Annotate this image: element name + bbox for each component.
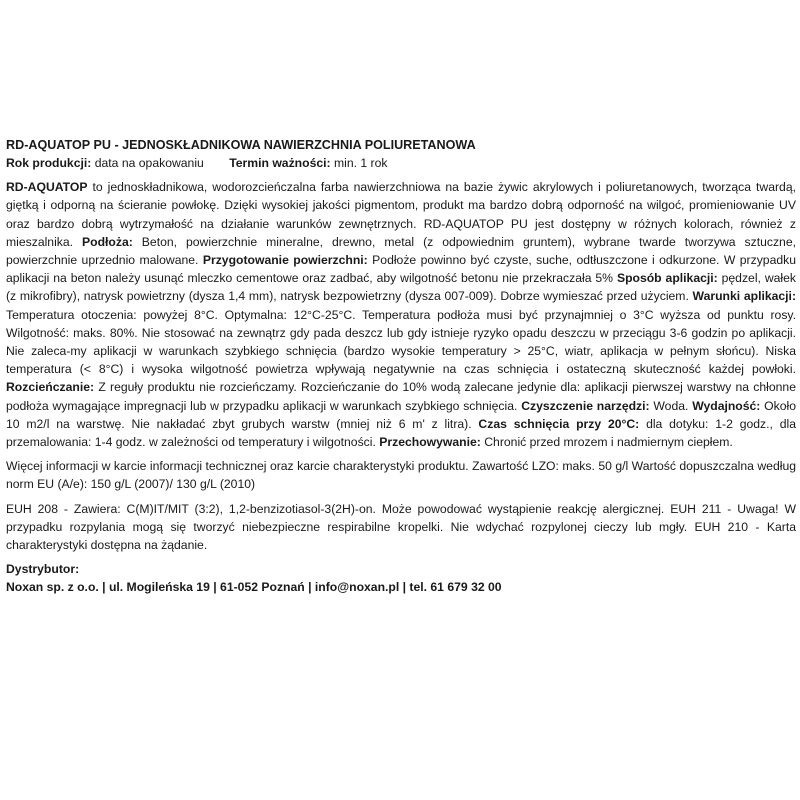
- cleaning-label: Czyszczenie narzędzi:: [521, 398, 650, 413]
- thinning-label: Rozcieńczanie:: [6, 380, 95, 395]
- expiry-label: Termin ważności:: [229, 156, 331, 170]
- yield-label: Wydajność:: [692, 398, 761, 413]
- application-label: Sposób aplikacji:: [616, 271, 718, 286]
- preparation-text: Podłoże powinno być czyste, suche, odtłuszczone i odkurzone. W przypadku aplikacji na beton należy usunąć mleczko cementowe oraz zadbać, aby wilgotność betonu nie przekraczała 5%: [6, 253, 796, 286]
- description-paragraph: [6, 178, 796, 451]
- storage-label: Przechowywanie:: [379, 435, 481, 450]
- drying-text: dla dotyku: 1-2 godz., dla przemalowania: 1-4 godz. w zależności od temperatury i wilgotności.: [6, 416, 796, 450]
- production-value: data na opakowaniu: [94, 156, 204, 170]
- description-intro: to jednoskładnikowa, wodorozcieńczalna farba nawierzchniowa na bazie żywic akrylowych i poliuretanowych, tworząca twardą, giętką i odporną na ścieranie powłokę. Dzięki wysokiej jakości pigmentom, produkt ma bardzo dobrą odporność na wilgoć, promieniowanie UV oraz bardzo dobrą wytrzymałość na działanie warunków zewnętrznych. RD-AQUATOP PU jest dostępny w różnych kolorach, również z mieszalnika.: [6, 180, 796, 249]
- hazard-paragraph: EUH 208 - Zawiera: C(M)IT/MIT (3:2), 1,2-benzizotiasol-3(2H)-on. Może powodować wystąpienie reakcję alergicznej. EUH 211 - Uwaga! W przypadku rozpylania mogą się tworzyć niebezpieczne respirabilne kropelki. Nie wdychać rozpylonej cieczy lub mgły. EUH 210 - Karta charakterystyki dostępna na żądanie.: [6, 501, 796, 553]
- product-label-document: [6, 136, 796, 597]
- yield-text: Około 10 m2/l na warstwę. Nie nakładać zbyt grubych warstw (mniej niż 6 m' z litra).: [6, 398, 796, 431]
- thinning-text: Z reguły produktu nie rozcieńczamy. Rozcieńczanie do 10% wodą zalecane jedynie dla: aplikacji pierwszej warstwy na chłonne podłoża wymagające impregnacji lub w przypadku aplikacji w warunkach szybkiego schnięcia.: [6, 380, 796, 413]
- conditions-text: Temperatura otoczenia: powyżej 8°C. Optymalna: 12°C-25°C. Temperatura podłoża musi być przynajmniej o 3°C wyższa od punktu rosy. Wilgotność: maks. 80%. Nie stosować na zewnątrz gdy pada deszcz lub gdy istnieje ryzyko opadu deszczu w przeciągu 3-6 godzin po aplikacji. Nie zaleca-my aplikacji w warunkach szybkiego schnięcia (bardzo wysokie temperatury > 25°C, wiatr, aplikacja w pełnym słońcu). Niska temperatura (< 8°C) i wysoka wilgotność powietrza wpływają negatywnie na czas schnięcia i ostateczną skuteczność każdej powłoki.: [6, 307, 796, 377]
- preparation-label: Przygotowanie powierzchni:: [202, 253, 368, 268]
- production-meta: [6, 154, 796, 172]
- product-title: RD-AQUATOP PU - JEDNOSKŁADNIKOWA NAWIERZCHNIA POLIURETANOWA: [6, 138, 476, 152]
- more-info-paragraph: Więcej informacji w karcie informacji technicznej oraz karcie charakterystyki produktu. Zawartość LZO: maks. 50 g/l Wartość dopuszczalna według norm EU (A/e): 150 g/L (2007)/ 130 g/L (2010): [6, 459, 796, 492]
- production-label: Rok produkcji:: [6, 156, 92, 170]
- distributor-label: Dystrybutor:: [6, 562, 80, 577]
- distributor-details: Noxan sp. z o.o. | ul. Mogileńska 19 | 61-052 Poznań | info@noxan.pl | tel. 61 679 32 00: [6, 580, 502, 595]
- cleaning-text: Woda.: [649, 398, 693, 413]
- product-name: RD-AQUATOP: [6, 180, 88, 195]
- substrate-text: Beton, powierzchnie mineralne, drewno, metal (z odpowiednim gruntem), wybrane twarde tworzywa sztuczne, powierzchnie uprzednio malowane.: [6, 234, 796, 268]
- drying-label: Czas schnięcia przy 20°C:: [478, 416, 640, 431]
- storage-text: Chronić przed mrozem i nadmiernym ciepłem.: [480, 435, 733, 450]
- substrate-label: Podłoża:: [82, 234, 133, 249]
- application-text: pędzel, wałek (z mikrofibry), natrysk powietrzny (dysza 1,4 mm), natrysk bezpowietrzny (dysza 007-009). Dobrze wymieszać przed użyciem.: [6, 271, 796, 304]
- conditions-label: Warunki aplikacji:: [692, 289, 797, 304]
- expiry-value: min. 1 rok: [333, 156, 388, 170]
